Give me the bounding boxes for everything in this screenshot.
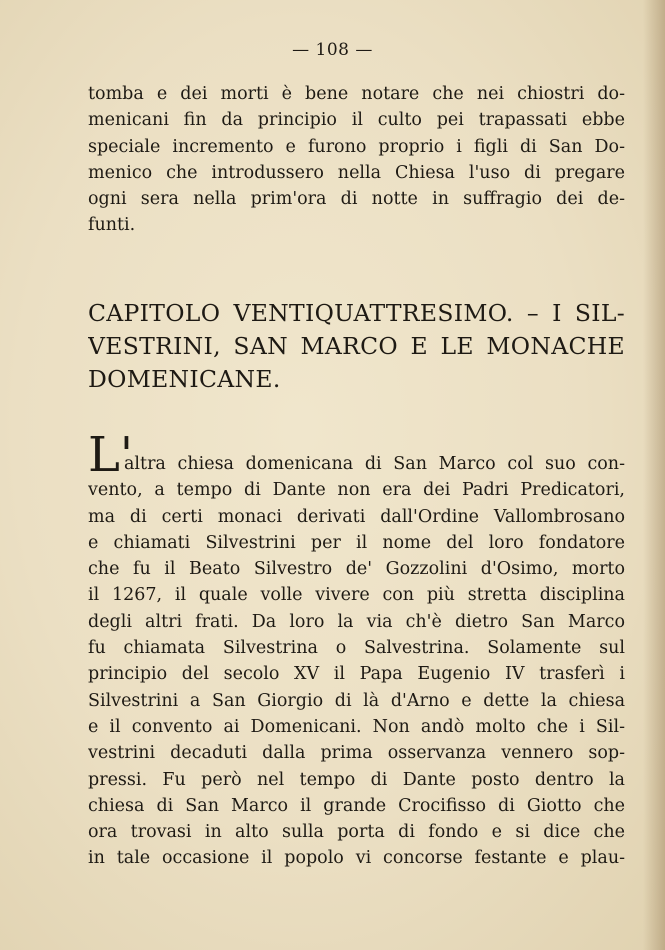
body-line: in tale occasione il popolo vi concorse festante e plau- [88,848,625,869]
body-line: Silvestrini a San Giorgio di là d'Arno e dette la chiesa [88,690,625,711]
body-line: chiesa di San Marco il grande Crocifisso di Giotto che [88,795,625,816]
body-line: ora trovasi in alto sulla porta di fondo e si dice che [88,822,625,843]
body-line: principio del secolo XV il Papa Eugenio IV trasferì i [88,664,625,685]
body-line: vestrini decaduti dalla prima osservanza vennero sop- [88,743,625,764]
body-line: pressi. Fu però nel tempo di Dante posto dentro la [88,769,625,790]
intro-line: menico che introdussero nella Chiesa l'uso di pregare [88,162,625,183]
page-number: — 108 — [292,40,373,60]
body-line: altra chiesa domenicana di San Marco col suo con- [124,454,625,474]
intro-line: funti. [88,215,136,236]
intro-line: ogni sera nella prim'ora di notte in suffragio dei de- [88,189,625,210]
body-paragraph [88,451,625,872]
body-line: ma di certi monaci derivati dall'Ordine Vallombrosano [88,506,625,527]
chapter-heading-line: DOMENICANE. [88,365,281,393]
intro-line: tomba e dei morti è bene notare che nei chiostri do- [88,84,625,104]
body-line: fu chiamata Silvestrina o Salvestrina. Solamente sul [88,638,625,659]
intro-paragraph [88,81,625,239]
chapter-heading [88,297,625,396]
body-line: e chiamati Silvestrini per il nome del loro fondatore [88,532,625,553]
intro-line: menicani fin da principio il culto pei trapassati ebbe [88,110,625,131]
body-line: degli altri frati. Da loro la via ch'è dietro San Marco [88,611,625,632]
drop-cap: L' [88,427,134,483]
body-line: il 1267, il quale volle vivere con più stretta disciplina [88,585,625,606]
body-line: che fu il Beato Silvestro de' Gozzolini d'Osimo, morto [88,559,625,580]
chapter-heading-line: CAPITOLO VENTIQUATTRESIMO. – I SIL- [88,299,625,327]
chapter-heading-line: VESTRINI, SAN MARCO E LE MONACHE [88,332,625,360]
body-line: vento, a tempo di Dante non era dei Padri Predicatori, [88,480,625,501]
body-line: e il convento ai Domenicani. Non andò molto che i Sil- [88,716,625,737]
intro-line: speciale incremento e furono proprio i figli di San Do- [88,136,625,157]
